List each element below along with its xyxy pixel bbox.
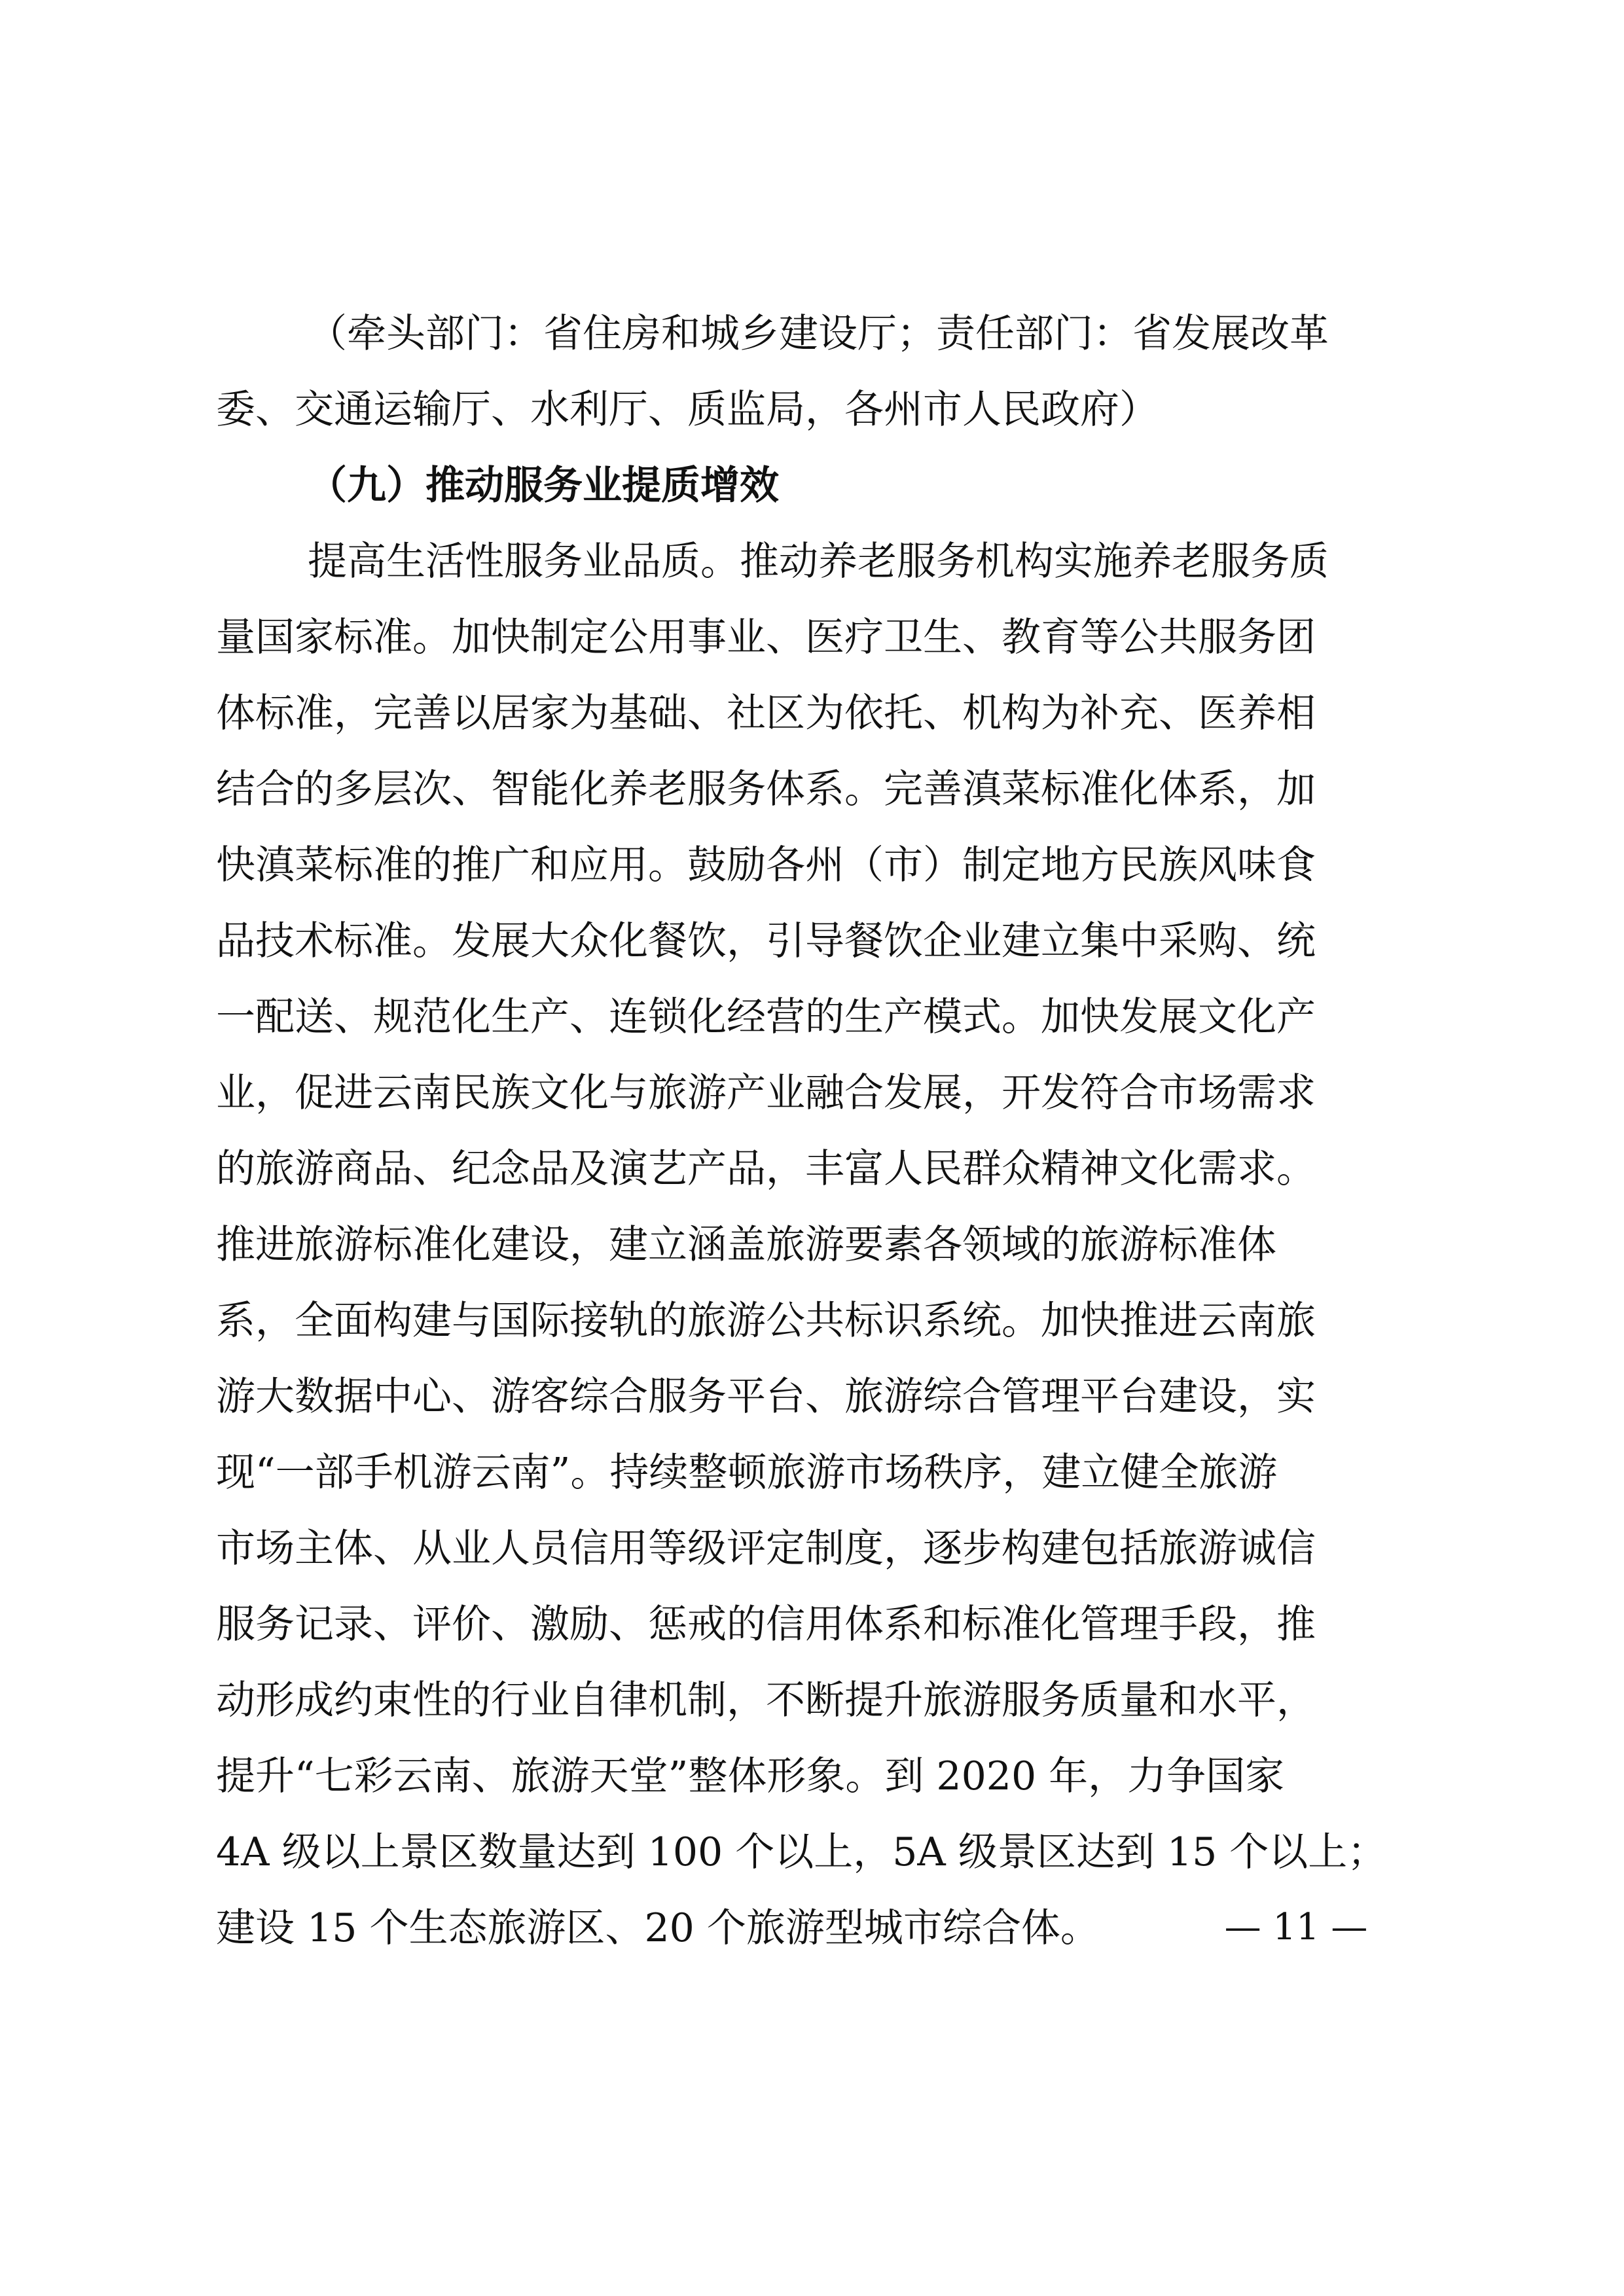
section-heading: （九）推动服务业提质增效	[308, 463, 779, 509]
paragraph-line: 提升“七彩云南、旅游天堂”整体形象。到 2020 年，力争国家	[216, 1753, 1285, 1799]
paragraph-line: 一配送、规范化生产、连锁化经营的生产模式。加快发展文化产	[216, 994, 1316, 1040]
paragraph-line: 现“一部手机游云南”。持续整顿旅游市场秩序，建立健全旅游	[216, 1450, 1278, 1496]
paragraph-line: 游大数据中心、游客综合服务平台、旅游综合管理平台建设，实	[216, 1374, 1316, 1420]
paragraph-line: 结合的多层次、智能化养老服务体系。完善滇菜标准化体系，加	[216, 766, 1316, 812]
paragraph-line: 提高生活性服务业品质。推动养老服务机构实施养老服务质	[308, 539, 1329, 584]
paragraph-line: 品技术标准。发展大众化餐饮，引导餐饮企业建立集中采购、统	[216, 918, 1316, 964]
paragraph-line: 业，促进云南民族文化与旅游产业融合发展，开发符合市场需求	[216, 1070, 1316, 1116]
responsibility-line-2: 委、交通运输厅、水利厅、质监局，各州市人民政府）	[216, 387, 1159, 433]
paragraph-line: 建设 15 个生态旅游区、20 个旅游型城市综合体。	[216, 1905, 1100, 1951]
paragraph-line: 快滇菜标准的推广和应用。鼓励各州（市）制定地方民族风味食	[216, 842, 1316, 888]
paragraph-line: 推进旅游标准化建设，建立涵盖旅游要素各领域的旅游标准体	[216, 1222, 1276, 1268]
paragraph-line: 市场主体、从业人员信用等级评定制度，逐步构建包括旅游诚信	[216, 1526, 1316, 1571]
document-body	[216, 296, 1414, 1966]
paragraph-line: 体标准，完善以居家为基础、社区为依托、机构为补充、医养相	[216, 691, 1316, 736]
paragraph-line: 的旅游商品、纪念品及演艺产品，丰富人民群众精神文化需求。	[216, 1146, 1316, 1192]
paragraph-line: 4A 级以上景区数量达到 100 个以上，5A 级景区达到 15 个以上；	[216, 1829, 1387, 1875]
paragraph-line: 服务记录、评价、激励、惩戒的信用体系和标准化管理手段，推	[216, 1602, 1316, 1647]
paragraph-line: 系，全面构建与国际接轨的旅游公共标识系统。加快推进云南旅	[216, 1298, 1316, 1344]
paragraph-line: 动形成约束性的行业自律机制，不断提升旅游服务质量和水平，	[216, 1677, 1316, 1723]
paragraph-line: 量国家标准。加快制定公用事业、医疗卫生、教育等公共服务团	[216, 615, 1316, 660]
page-number: — 11 —	[1224, 1906, 1368, 1948]
responsibility-line-1: （牵头部门：省住房和城乡建设厅；责任部门：省发展改革	[308, 311, 1329, 357]
